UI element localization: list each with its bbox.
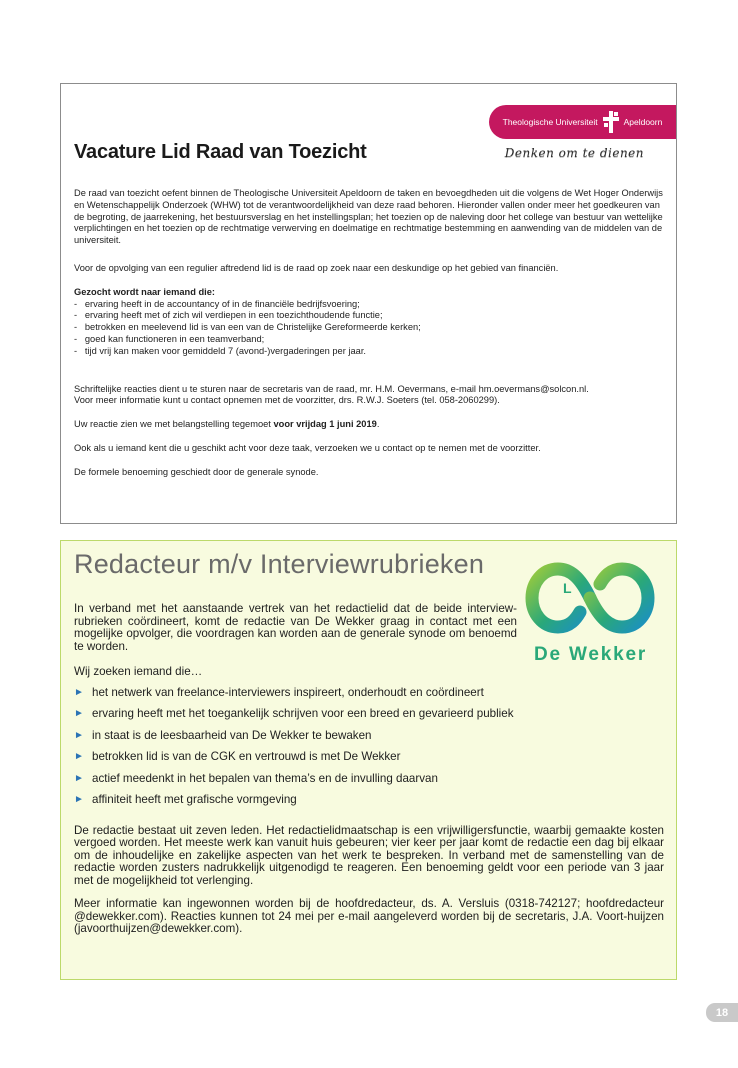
vacature-title: Vacature Lid Raad van Toezicht [74, 141, 367, 163]
deadline-date: voor vrijdag 1 juni 2019 [273, 419, 377, 430]
vacature-gezocht [74, 287, 664, 358]
vacature-section [60, 83, 677, 524]
logo-letter: L [563, 580, 572, 596]
redacteur-description: De redactie bestaat uit zeven leden. Het redactielidmaatschap is een vrijwilligersfunctie, waarbij gemaakte kosten vergoed worden. Het meeste werk kan vanuit huis gebeuren; vier keer per jaar komt de redactie een dag bij elkaar om de inhoudelijke en zakelijke aspecten van het werk te bespreken. In verband met de samenstelling van de redactie worden zusters nadrukkelijk uitgenodigd te reageren. Een benoeming geldt voor een periode van 3 jaar met de mogelijkheid tot verlenging. [74, 823, 664, 887]
redacteur-bullet-list [74, 687, 664, 807]
tua-logo-left-text: Theologische Universiteit [502, 117, 598, 127]
list-item: ► actief meedenkt in het bepalen van thema’s en de invulling daarvan [74, 771, 438, 785]
list-item: ► betrokken lid is van de CGK en vertrouwd is met De Wekker [74, 750, 401, 763]
arrow-right-icon: ► [74, 751, 84, 762]
redacteur-title: Redacteur m/v Interviewrubrieken [74, 549, 485, 579]
redacteur-body [74, 603, 664, 936]
gezocht-item: - tijd vrij kan maken voor gemiddeld 7 (avond-)vergaderingen per jaar. [74, 345, 366, 356]
de-wekker-name: De Wekker [534, 644, 648, 665]
arrow-right-icon: ► [74, 729, 84, 741]
list-item: ► het netwerk van freelance-interviewers inspireert, onderhoudt en coördineert [74, 685, 484, 699]
redacteur-zoeken: Wij zoeken iemand die… [74, 665, 203, 678]
list-item: ► ervaring heeft met het toegankelijk schrijven voor een breed en gevarieerd publiek [74, 707, 514, 720]
gezocht-item: - betrokken en meelevend lid is van een van de Christelijke Gereformeerde kerken; [74, 322, 421, 333]
arrow-right-icon: ► [74, 772, 84, 784]
vacature-benoeming: De formele benoeming geschiedt door de generale synode. [74, 466, 319, 477]
vacature-ook-als: Ook als u iemand kent die u geschikt acht voor deze taak, verzoeken we u contact op te nemen met de voorzitter. [74, 442, 541, 453]
page-number: 18 [706, 1003, 738, 1022]
arrow-right-icon: ► [74, 708, 84, 719]
vacature-opvolging: Voor de opvolging van een regulier aftredend lid is de raad op zoek naar een deskundige op het gebied van financiën. [74, 262, 559, 273]
gezocht-item: - ervaring heeft met of zich wil verdiepen in een toezichthoudende functie; [74, 310, 383, 321]
redacteur-intro: In verband met het aanstaande vertrek van het redactielid dat de beide interview-rubrieken coördineert, komt de redactie van De Wekker graag in contact met een mogelijke opvolger, die voordragen kan worden aan de generale synode om benoemd te worden. [74, 602, 517, 653]
vacature-deadline: Uw reactie zien we met belangstelling tegemoet voor vrijdag 1 juni 2019. [74, 419, 380, 430]
redacteur-more-info: Meer informatie kan ingewonnen worden bij de hoofdredacteur, ds. A. Versluis (0318-742127; hoofdredacteur @dewekker.com). Reacties kunnen tot 24 mei per e-mail aangeleverd worden bij de secretaris, J.A. Voort-huijzen (javoorthuijzen@dewekker.com). [74, 897, 664, 935]
vacature-intro: De raad van toezicht oefent binnen de Theologische Universiteit Apeldoorn de taken en bevoegdheden uit die volgens de Wet Hoger Onderwijs en Wetenschappelijk Onderzoek (WHW) tot de verantwoordelijkheid van deze raad behoren. Hieronder vallen onder meer het goedkeuren van de begroting, de jaarrekening, het bestuursverslag en het instellingsplan; het toezien op de naleving door het college van bestuur van wettelijke verplichtingen en het toezien op de rechtmatige verwerving en doelmatige en rechtmatige bestemming en aanwending van de middelen van de universiteit. [74, 188, 663, 246]
gezocht-heading: Gezocht wordt naar iemand die: [74, 286, 216, 297]
tua-logo [489, 105, 676, 139]
vacature-reacties: Schriftelijke reacties dient u te sturen naar de secretaris van de raad, mr. H.M. Oevermans, e-mail hm.oevermans@solcon.nl. Voor meer informatie kunt u contact opnemen met de voorzitter, drs. R.W.J. Soeters (tel. 058-2060299). [74, 383, 589, 406]
redacteur-section [60, 540, 677, 980]
arrow-right-icon: ► [74, 686, 84, 698]
list-item: ► in staat is de leesbaarheid van De Wekker te bewaken [74, 728, 372, 742]
gezocht-item: - ervaring heeft in de accountancy of in de financiële bedrijfsvoering; [74, 298, 360, 309]
gezocht-item: - goed kan functioneren in een teamverband; [74, 333, 265, 344]
arrow-right-icon: ► [74, 794, 84, 805]
tua-slogan: Denken om te dienen [504, 146, 644, 160]
tua-cross-icon [602, 110, 620, 134]
tua-logo-right-text: Apeldoorn [623, 117, 663, 127]
list-item: ► affiniteit heeft met grafische vormgeving [74, 793, 297, 806]
vacature-body [74, 188, 664, 490]
